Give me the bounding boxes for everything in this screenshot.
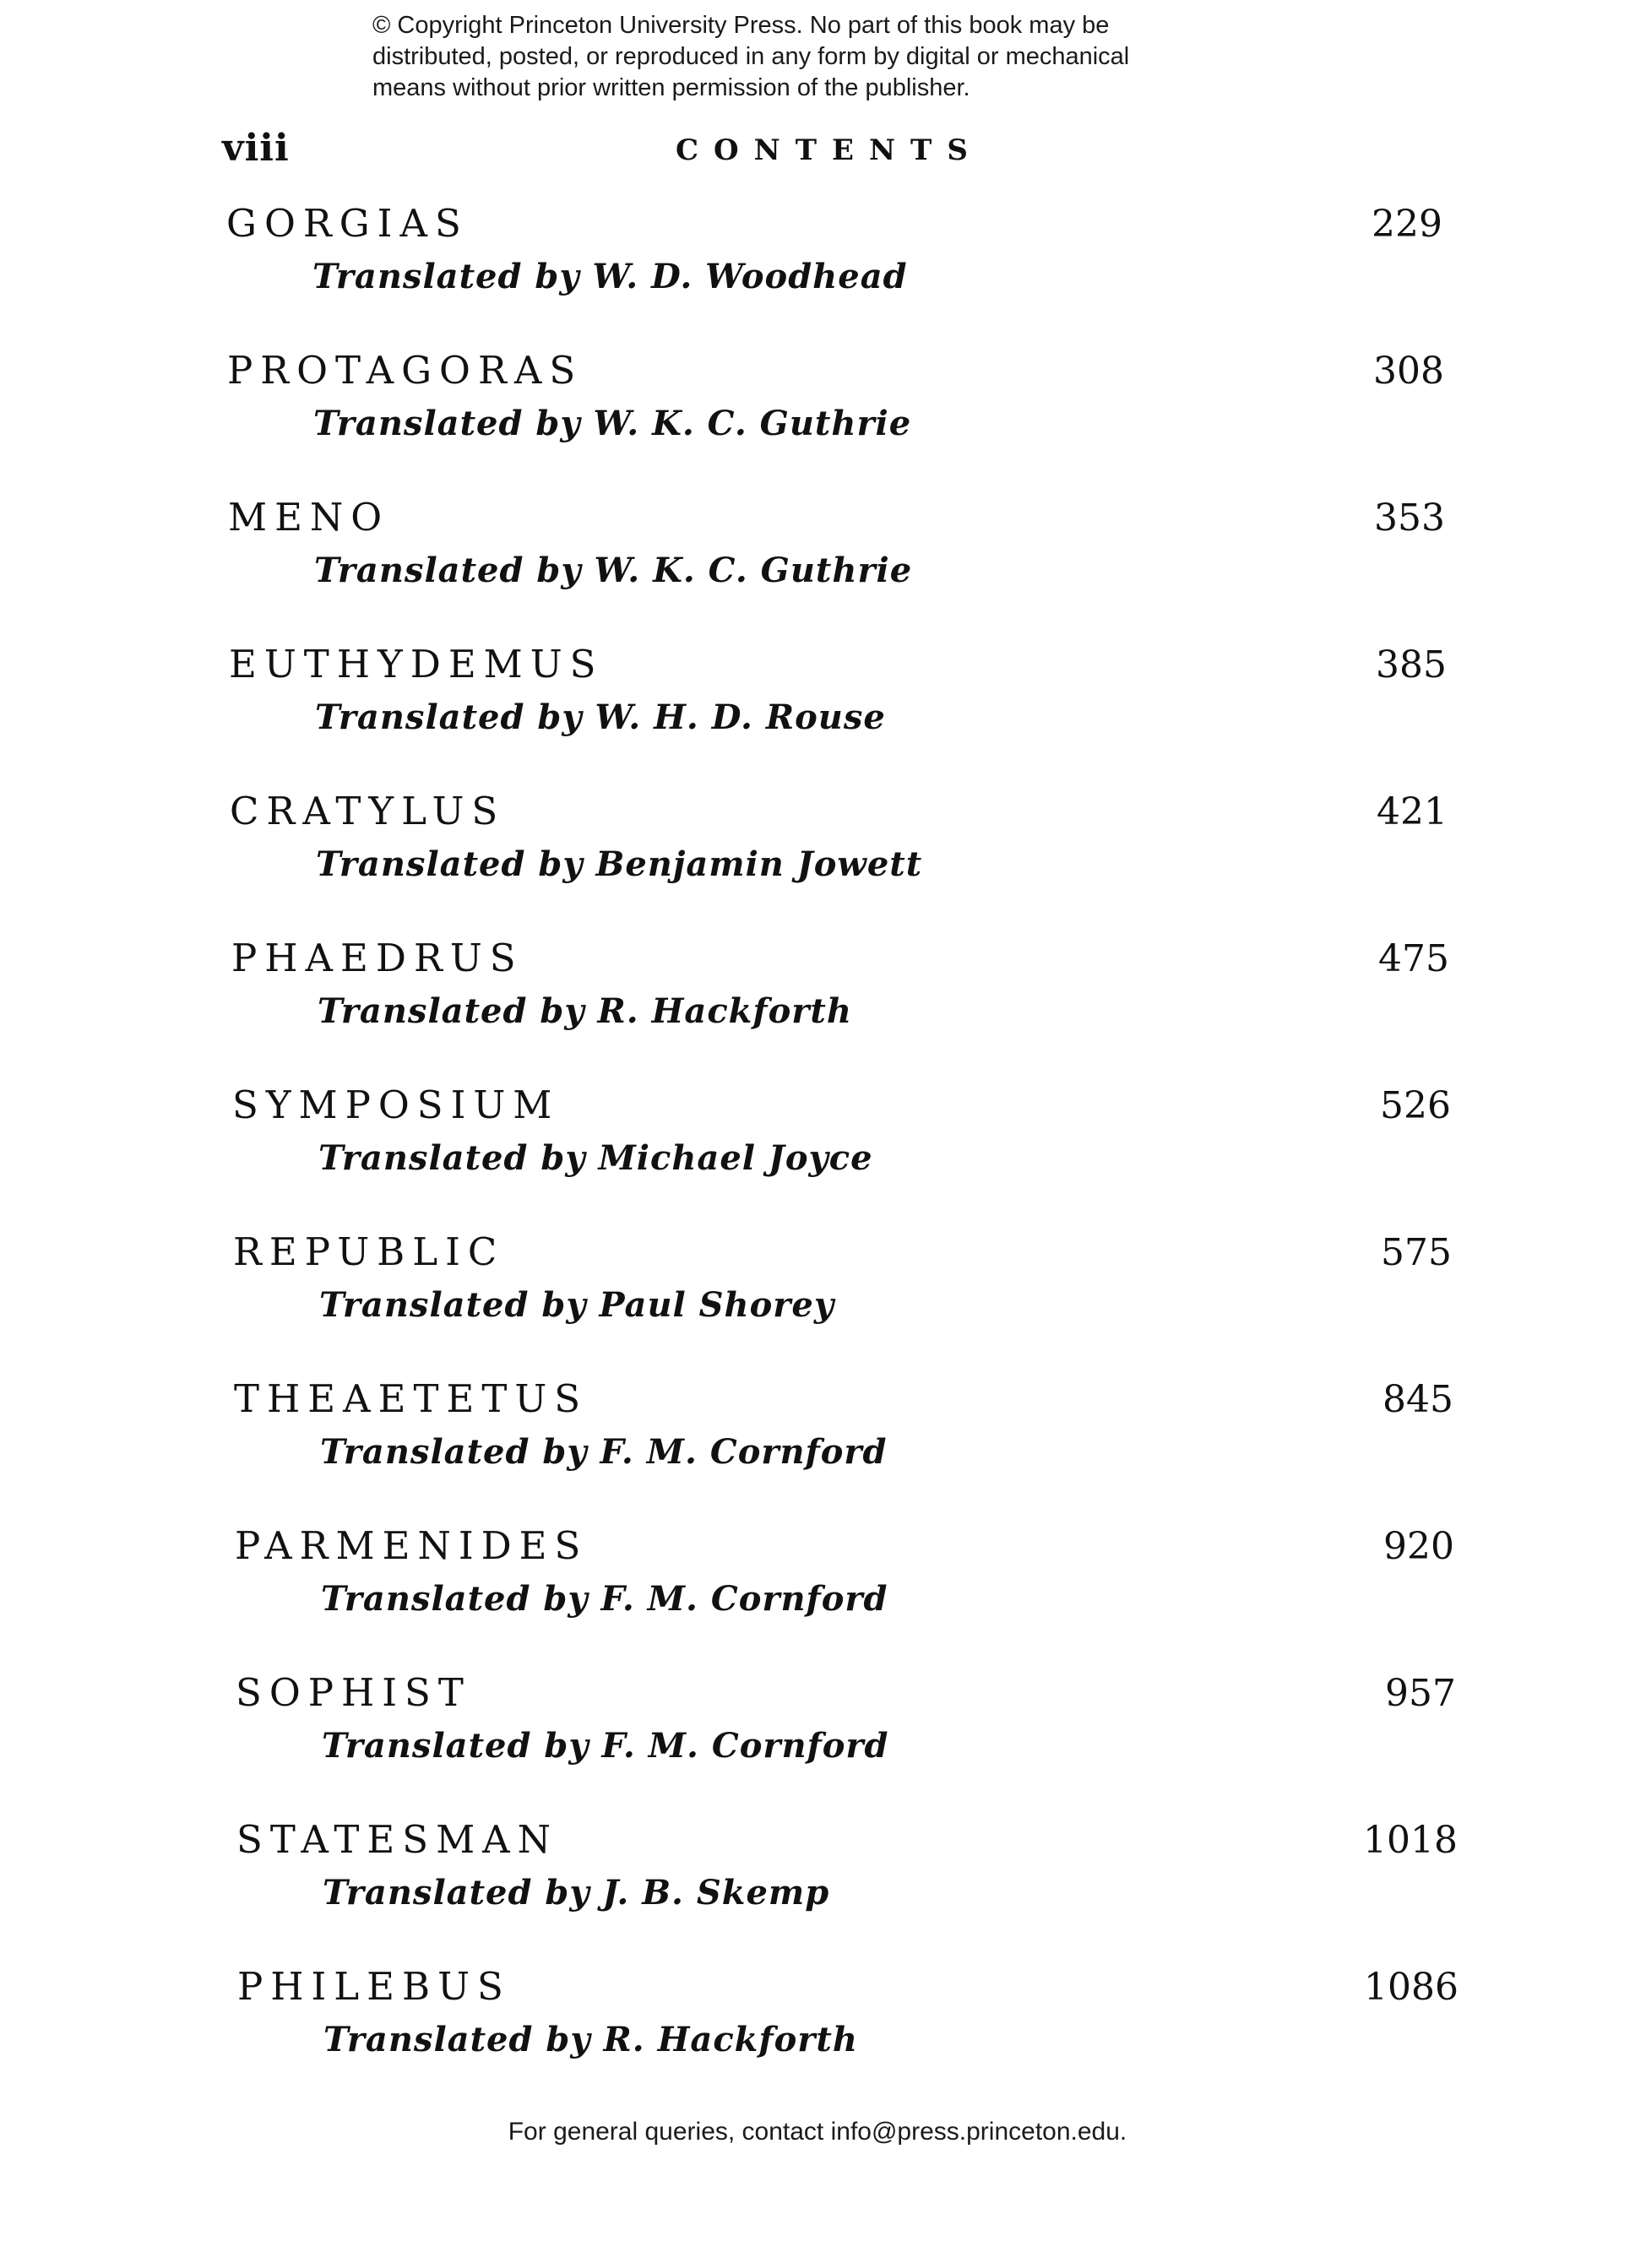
entry-page-number: 1018 bbox=[1363, 1819, 1458, 1862]
entry-page-number: 845 bbox=[1382, 1378, 1453, 1421]
entry-page-number: 526 bbox=[1380, 1084, 1451, 1127]
entry-translator: Translated by R. Hackforth bbox=[318, 991, 852, 1031]
contents-entry bbox=[0, 936, 1635, 1071]
entry-translator: Translated by W. D. Woodhead bbox=[312, 257, 908, 296]
entry-translator: Translated by J. B. Skemp bbox=[323, 1873, 830, 1913]
contents-entry bbox=[0, 1376, 1635, 1511]
contents-entry bbox=[0, 201, 1635, 336]
contents-entry bbox=[0, 1082, 1635, 1218]
entry-page-number: 475 bbox=[1378, 937, 1449, 980]
entry-title: SOPHIST bbox=[236, 1670, 471, 1715]
entry-translator: Translated by W. H. D. Rouse bbox=[315, 697, 886, 737]
contents-entry bbox=[0, 1229, 1635, 1365]
contents-entry bbox=[0, 1523, 1635, 1658]
entry-page-number: 308 bbox=[1373, 350, 1444, 393]
entry-translator: Translated by F. M. Cornford bbox=[322, 1726, 889, 1766]
copyright-notice bbox=[372, 10, 1268, 104]
entry-page-number: 229 bbox=[1372, 203, 1442, 246]
entry-page-number: 957 bbox=[1385, 1672, 1456, 1715]
entry-title: SYMPOSIUM bbox=[232, 1082, 560, 1127]
contents-entry bbox=[0, 1964, 1635, 2099]
entry-title: PHAEDRUS bbox=[231, 936, 524, 980]
entry-translator: Translated by Paul Shorey bbox=[319, 1285, 835, 1325]
contents-entry bbox=[0, 642, 1635, 777]
entry-page-number: 421 bbox=[1377, 790, 1448, 833]
entry-translator: Translated by F. M. Cornford bbox=[320, 1432, 888, 1472]
contents-entry bbox=[0, 1817, 1635, 1952]
entry-title: MENO bbox=[228, 495, 390, 540]
entry-translator: Translated by R. Hackforth bbox=[323, 2020, 858, 2059]
entry-page-number: 385 bbox=[1376, 643, 1447, 686]
entry-title: EUTHYDEMUS bbox=[229, 642, 604, 686]
entry-title: THEAETETUS bbox=[234, 1376, 589, 1421]
entry-page-number: 575 bbox=[1381, 1231, 1452, 1274]
entry-title: STATESMAN bbox=[236, 1817, 559, 1862]
contents-entry bbox=[0, 789, 1635, 924]
contents-entry bbox=[0, 495, 1635, 630]
entry-title: PHILEBUS bbox=[237, 1964, 511, 2009]
entry-page-number: 1086 bbox=[1364, 1966, 1458, 2009]
entry-title: CRATYLUS bbox=[230, 789, 506, 833]
contents-entry bbox=[0, 1670, 1635, 1805]
entry-translator: Translated by Benjamin Jowett bbox=[316, 844, 923, 884]
copyright-line: distributed, posted, or reproduced in any form by digital or mechanical bbox=[372, 43, 1130, 70]
entry-title: REPUBLIC bbox=[233, 1229, 505, 1274]
footer-contact: For general queries, contact info@press.princeton.edu. bbox=[508, 2118, 1127, 2146]
entry-translator: Translated by W. K. C. Guthrie bbox=[313, 404, 912, 443]
entry-page-number: 920 bbox=[1383, 1525, 1454, 1568]
contents-entry bbox=[0, 348, 1635, 483]
entry-translator: Translated by F. M. Cornford bbox=[321, 1579, 888, 1619]
entry-title: GORGIAS bbox=[226, 201, 469, 246]
entry-page-number: 353 bbox=[1374, 496, 1445, 540]
copyright-line: © Copyright Princeton University Press. No part of this book may be bbox=[372, 12, 1110, 39]
entry-title: PROTAGORAS bbox=[227, 348, 584, 393]
entry-translator: Translated by Michael Joyce bbox=[318, 1138, 873, 1178]
contents-heading: CONTENTS bbox=[676, 133, 983, 167]
copyright-line: means without prior written permission of the publisher. bbox=[372, 74, 970, 101]
entry-translator: Translated by W. K. C. Guthrie bbox=[314, 551, 913, 590]
entry-title: PARMENIDES bbox=[235, 1523, 589, 1568]
page-number: viii bbox=[222, 127, 290, 170]
